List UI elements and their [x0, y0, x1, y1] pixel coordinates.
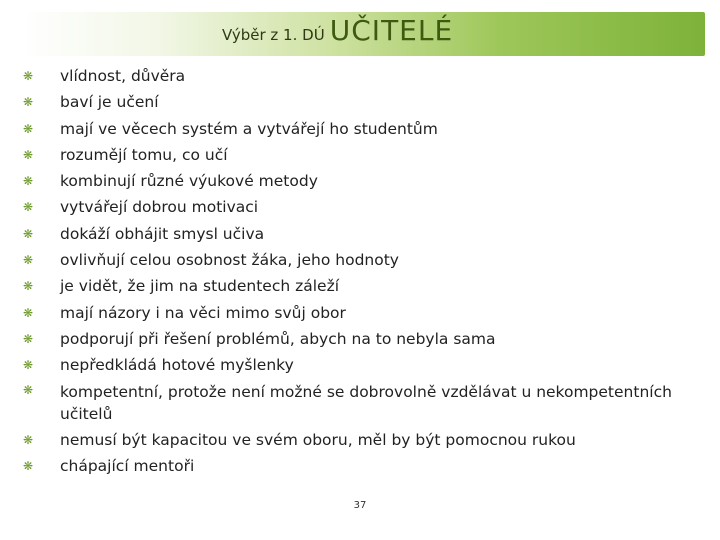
- list-item-text: mají názory i na věci mimo svůj obor: [60, 303, 346, 322]
- title-prefix: Výběr z 1. DÚ: [222, 26, 325, 44]
- bullet-icon: ❋: [22, 382, 34, 397]
- slide-title: [222, 14, 453, 47]
- bullet-icon: ❋: [22, 69, 34, 83]
- bullet-icon: ❋: [22, 147, 34, 162]
- list-item-text: podporují při řešení problémů, abych na to nebyla sama: [60, 329, 496, 348]
- bullet-icon: ❋: [22, 458, 34, 473]
- bullet-icon: ❋: [22, 432, 34, 447]
- list-item: [20, 379, 690, 427]
- list-item-text: ovlivňují celou osobnost žáka, jeho hodnoty: [60, 251, 399, 270]
- bullet-icon: ❋: [22, 305, 34, 320]
- list-item-text: nepředkládá hotové myšlenky: [60, 356, 294, 375]
- list-item-text: nemusí být kapacitou ve svém oboru, měl by být pomocnou rukou: [60, 430, 576, 449]
- list-item-text: dokáží obhájit smysl učiva: [60, 224, 265, 243]
- list-item-text: mají ve věcech systém a vytvářejí ho studentům: [60, 119, 438, 138]
- title-main: UČITELÉ: [329, 14, 454, 47]
- bullet-icon: ❋: [22, 121, 34, 136]
- list-item: [20, 116, 690, 142]
- list-item-text: rozumějí tomu, co učí: [60, 145, 228, 164]
- list-item: [20, 194, 690, 220]
- list-item: [20, 89, 690, 115]
- list-item-text: kombinují různé výukové metody: [60, 172, 318, 191]
- list-item-text: chápající mentoři: [60, 456, 195, 475]
- bullet-icon: ❋: [22, 200, 34, 215]
- list-item-text: kompetentní, protože není možné se dobrovolně vzdělávat u nekompetentních učitelů: [60, 382, 672, 423]
- list-item-text: je vidět, že jim na studentech záleží: [60, 277, 340, 296]
- list-item: [20, 453, 690, 479]
- bullet-icon: ❋: [22, 279, 34, 294]
- list-item: [20, 221, 690, 247]
- list-item-text: baví je učení: [60, 93, 159, 112]
- bullet-list: [20, 63, 690, 479]
- list-item: [20, 142, 690, 168]
- bullet-icon: ❋: [22, 226, 34, 241]
- list-item: [20, 63, 690, 89]
- list-item: [20, 427, 690, 453]
- list-item-text: vlídnost, důvěra: [60, 67, 186, 85]
- list-item: [20, 300, 690, 326]
- page-number: 37: [353, 500, 367, 511]
- bullet-icon: ❋: [22, 95, 34, 110]
- bullet-icon: ❋: [22, 331, 34, 346]
- bullet-icon: ❋: [22, 174, 34, 189]
- bullet-icon: ❋: [22, 253, 34, 268]
- list-item-text: vytvářejí dobrou motivaci: [60, 198, 259, 217]
- list-item: [20, 247, 690, 273]
- bullet-icon: ❋: [22, 358, 34, 373]
- list-item: [20, 168, 690, 194]
- list-item: [20, 273, 690, 299]
- list-item: [20, 326, 690, 352]
- list-item: [20, 352, 690, 378]
